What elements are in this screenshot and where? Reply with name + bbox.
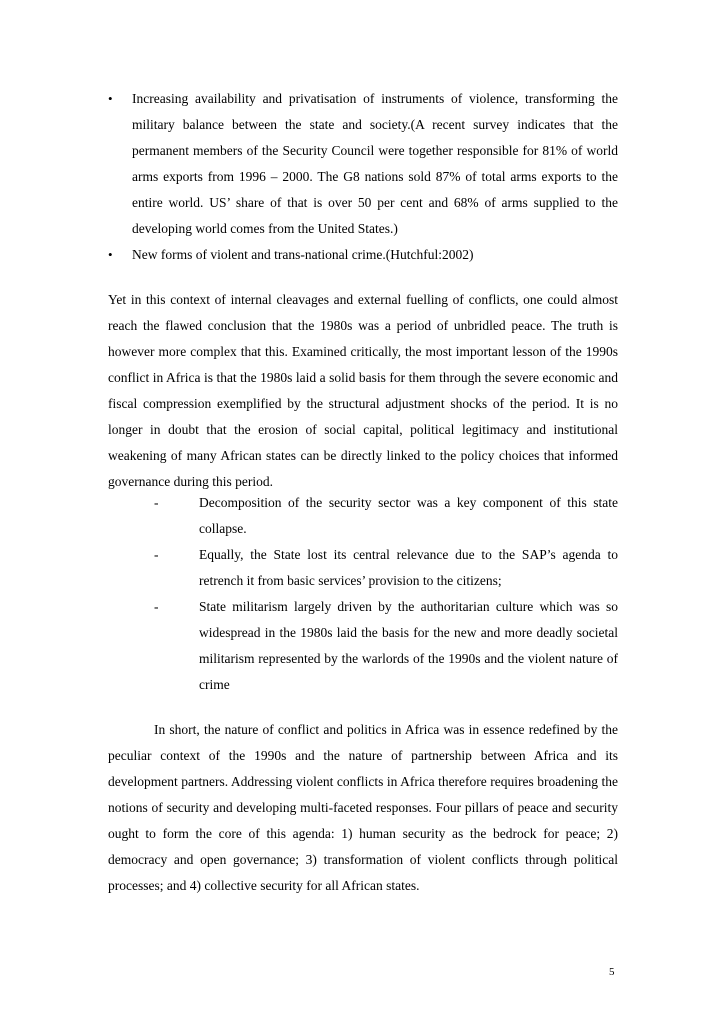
dash-symbol: - xyxy=(154,547,159,562)
bullet-item xyxy=(108,242,618,268)
dash-symbol: - xyxy=(154,495,159,510)
dash-text: Decomposition of the security sector was a key component of this state collapse. xyxy=(199,495,618,536)
dash-item xyxy=(108,542,618,594)
page-number: 5 xyxy=(609,966,615,978)
bullet-list xyxy=(108,86,618,268)
bullet-text: Increasing availability and privatisation of instruments of violence, transforming the military balance between the state and society.(A recent survey indicates that the permanent members of the Security Council were together responsible for 81% of world arms exports from 1996 – 2000. The G8 nations sold 87% of total arms exports to the entire world. US’ share of that is over 50 per cent and 68% of arms supplied to the developing world comes from the United States.) xyxy=(132,91,618,236)
body-paragraph-1: Yet in this context of internal cleavages and external fuelling of conflicts, one could almost reach the flawed conclusion that the 1980s was a period of unbridled peace. The truth is however more complex that this. Examined critically, the most important lesson of the 1990s conflict in Africa is that the 1980s laid a solid basis for them through the severe economic and fiscal compression exemplified by the structural adjustment shocks of the period. It is no longer in doubt that the erosion of social capital, political legitimacy and institutional weakening of many African states can be directly linked to the policy choices that informed governance during this period. xyxy=(108,292,618,489)
bullet-symbol: • xyxy=(108,91,113,106)
dash-text: Equally, the State lost its central relevance due to the SAP’s agenda to retrench it from basic services’ provision to the citizens; xyxy=(199,547,618,588)
body-paragraph-2: In short, the nature of conflict and politics in Africa was in essence redefined by the peculiar context of the 1990s and the nature of partnership between Africa and its development partners. Addressing violent conflicts in Africa therefore requires broadening the notions of security and developing multi-faceted responses. Four pillars of peace and security ought to form the core of this agenda: 1) human security as the bedrock for peace; 2) democracy and open governance; 3) transformation of violent conflicts through political processes; and 4) collective security for all African states. xyxy=(108,722,618,893)
dash-item xyxy=(108,490,618,542)
dash-text: State militarism largely driven by the authoritarian culture which was so widespread in the 1980s laid the basis for the new and more deadly societal militarism represented by the warlords of the 1990s and the violent nature of crime xyxy=(199,599,618,692)
dash-list xyxy=(108,490,618,698)
bullet-item xyxy=(108,86,618,242)
bullet-symbol: • xyxy=(108,247,113,262)
dash-symbol: - xyxy=(154,599,159,614)
dash-item xyxy=(108,594,618,698)
bullet-text: New forms of violent and trans-national crime.(Hutchful:2002) xyxy=(132,247,474,262)
